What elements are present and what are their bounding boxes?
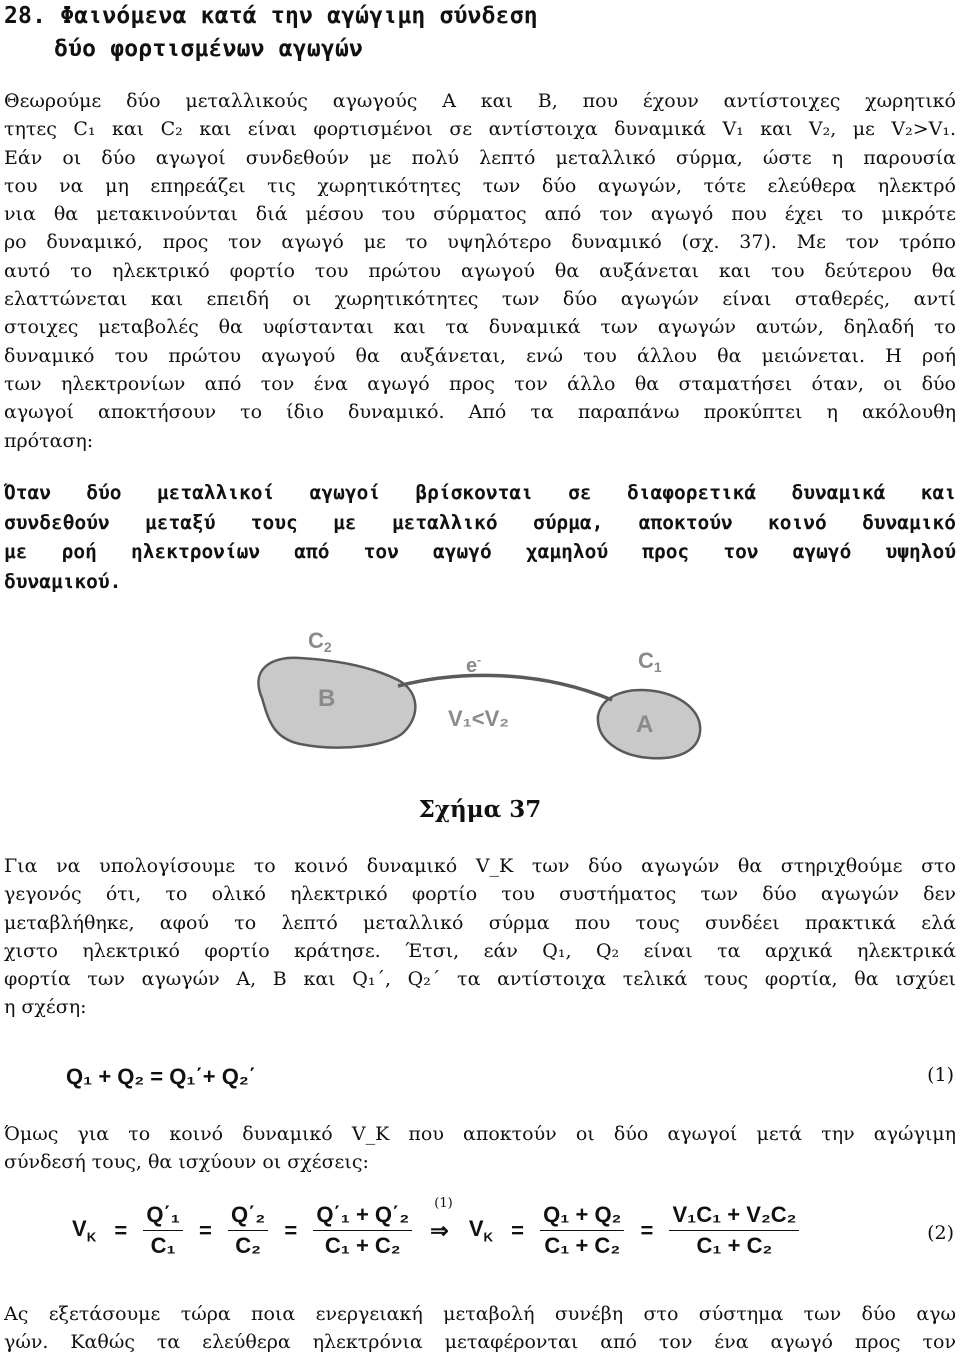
label-c2: C2 [308, 628, 332, 655]
text-line: ελαττώνεται και επειδή οι χωρητικότητες των δύο αγωγών είναι σταθερές, αντί [4, 288, 956, 311]
label-potential-relation: V₁<V₂ [448, 706, 510, 731]
section-heading [4, 0, 538, 66]
text-line: στοιχες μεταβολές θα υφίστανται και τα δυναμικά των αγωγών αυτών, δηλαδή το [4, 316, 956, 339]
eq2-equals: = [199, 1217, 212, 1243]
text-line: γεγονός ότι, το ολικό ηλεκτρικό φορτίο του συστήματος των δύο αγωγών δεν [4, 883, 956, 906]
eq2-equals: = [511, 1217, 525, 1243]
text-line: Εάν οι δύο αγωγοί συνδεθούν με πολύ λεπτό μεταλλικό σύρμα, ώστε η παρουσία [4, 146, 956, 169]
eq2-fraction-4: $\frac{\text{Q₁ + Q₂}}{\text{C₁ + C₂}}$ [540, 1202, 624, 1259]
statement-line: συνδεθούν μεταξύ τους με μεταλλικό σύρμα, αποκτούν κοινό δυναμικό [4, 510, 956, 534]
energy-paragraph [4, 1300, 956, 1357]
figure-caption: Σχήμα 37 [418, 796, 542, 823]
equation-2-number: (2) [927, 1222, 954, 1244]
statement-line: Όταν δύο μεταλλικοί αγωγοί βρίσκονται σε διαφορετικά δυναμικά και [4, 481, 956, 504]
eq2-lhs-2: $V_K$ [468, 1216, 494, 1245]
text-line: σύνδεσή τους, θα ισχύουν οι σχέσεις: [4, 1151, 369, 1174]
eq2-equals: = [284, 1217, 298, 1243]
label-electron: e- [466, 653, 482, 677]
text-line: Ας εξετάσουμε τώρα ποια ενεργειακή μεταβολή συνέβη στο σύστημα των δύο αγω [4, 1303, 956, 1325]
text-line: νια θα μετακινούνται διά μέσου του σύρματος από τον αγωγό που έχει το μικρότε [4, 203, 956, 226]
text-line: Για να υπολογίσουμε το κοινό δυναμικό V_K των δύο αγωγών θα στηριχθούμε στο [4, 855, 956, 877]
text-line: φορτία των αγωγών Α, Β και Q₁΄, Q₂΄ τα αντίστοιχα τελικά τους φορτία, θα ισχύει [4, 968, 956, 991]
text-line: δυναμικό του πρώτου αγωγού θα αυξάνεται, ενώ του άλλου θα μειώνεται. Η ροή [4, 344, 956, 367]
eq2-lhs: $V_K$ [72, 1216, 97, 1245]
text-line: ρο δυναμικό, προς τον αγωγό με το υψηλότερο δυναμικό (σχ. 37). Με τον τρόπο [4, 231, 956, 254]
text-line: αυτό το ηλεκτρικό φορτίο του πρώτου αγωγού θα αυξάνεται και του δεύτερου θα [4, 259, 956, 282]
text-line: μεταβλήθηκε, αφού το λεπτό μεταλλικό σύρμα που τους συνδέει πρακτικά ελά [4, 911, 956, 934]
eq2-equals: = [114, 1217, 128, 1243]
heading-line-2: δύο φορτισμένων αγωγών [54, 36, 364, 62]
connecting-wire [398, 675, 612, 700]
label-c1: C1 [638, 648, 662, 675]
text-line: Όμως για το κοινό δυναμικό V_K που αποκτούν οι δύο αγωγοί μετά την αγώγιμη [4, 1123, 956, 1145]
text-line: γών. Καθώς τα ελεύθερα ηλεκτρόνια μεταφέρονται από τον ένα αγωγό προς τον [4, 1331, 956, 1354]
common-potential-paragraph [4, 1120, 956, 1177]
bold-statement [4, 478, 956, 596]
equation-1-number: (1) [927, 1064, 954, 1086]
conductor-b [258, 658, 415, 748]
statement-line: με ροή ηλεκτρονίων από τον αγωγό χαμηλού προς τον αγωγό υψηλού [4, 540, 956, 563]
equation-1: Q₁ + Q₂ = Q₁΄+ Q₂΄ [66, 1064, 256, 1089]
eq2-fraction-5: $\frac{\text{V₁C₁ + V₂C₂}}{\text{C₁ + C₂}}$ [669, 1202, 799, 1259]
text-line: τητες C₁ και C₂ και είναι φορτισμένοι σε αντίστοιχα δυναμικά V₁ και V₂, με V₂>V₁. [4, 118, 956, 141]
label-a: A [636, 711, 654, 738]
eq2-fraction-1: $\frac{\text{Q΄₁}}{\text{C₁}}$ [143, 1202, 183, 1259]
text-line: χιστο ηλεκτρικό φορτίο κράτησε. Έτσι, εάν Q₁, Q₂ είναι τα αρχικά ηλεκτρικά [4, 939, 956, 962]
heading-line-1: 28. Φαινόμενα κατά την αγώγιμη σύνδεση [4, 3, 538, 29]
text-line: των ηλεκτρονίων από τον ένα αγωγό προς τον άλλο θα σταματήσει όταν, οι δύο [4, 372, 956, 395]
eq2-fraction-3: $\frac{\text{Q΄₁ + Q΄₂}}{\text{C₁ + C₂}}$ [313, 1202, 412, 1259]
computation-paragraph [4, 852, 956, 1022]
text-line: αγωγοί αποκτήσουν το ίδιο δυναμικό. Από τα παραπάνω προκύπτει η ακόλουθη [4, 401, 956, 424]
equation-2 [66, 1195, 803, 1259]
statement-line: δυναμικού. [4, 569, 122, 593]
eq2-equals: = [640, 1217, 654, 1243]
figure-37 [0, 618, 960, 768]
label-b: B [318, 685, 336, 712]
implies-arrow: (1) ⇒ [430, 1195, 453, 1243]
intro-paragraph [4, 87, 956, 455]
eq2-fraction-2: $\frac{\text{Q΄₂}}{\text{C₂}}$ [228, 1202, 268, 1259]
text-line: η σχέση: [4, 996, 87, 1019]
text-line: του να μη επηρεάζει τις χωρητικότητες των δύο αγωγών, τότε ελεύθερα ηλεκτρό [4, 174, 956, 197]
text-line: πρόταση: [4, 429, 94, 452]
text-line: Θεωρούμε δύο μεταλλικούς αγωγούς Α και Β, που έχουν αντίστοιχες χωρητικό [4, 90, 956, 112]
